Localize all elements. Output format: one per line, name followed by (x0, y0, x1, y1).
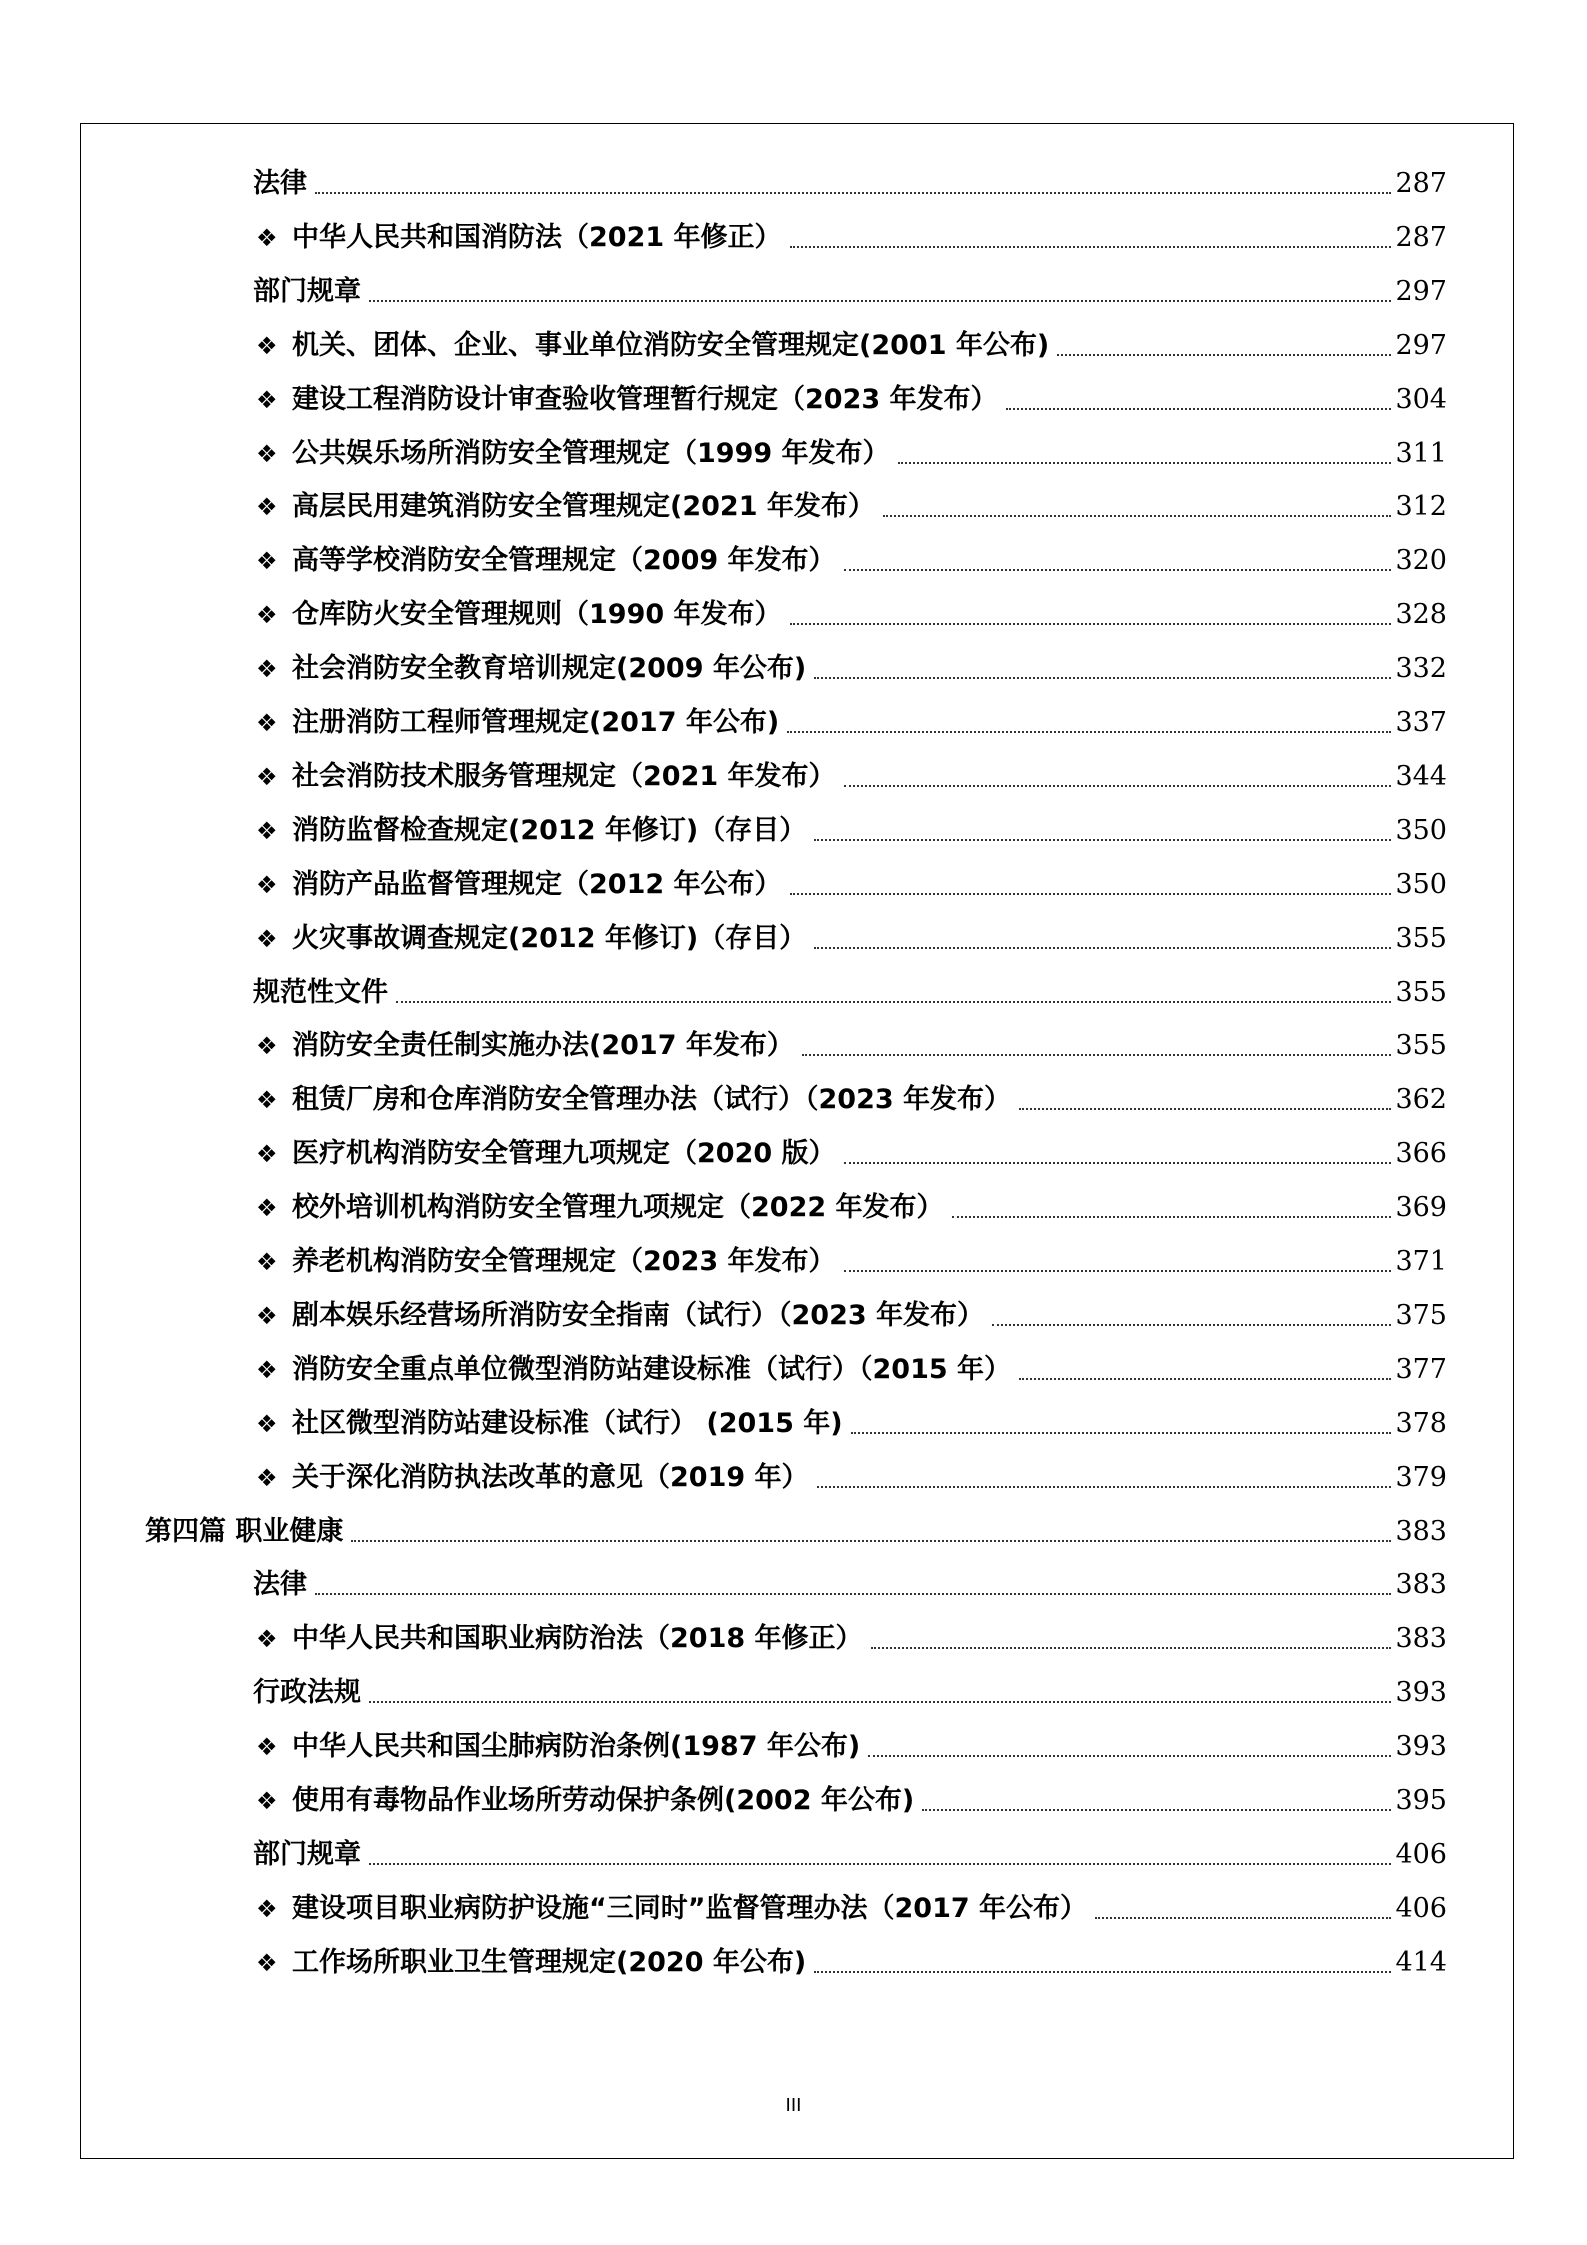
toc-entry[interactable] (256, 1719, 1447, 1763)
toc-entry[interactable] (256, 749, 1447, 793)
toc-entry-page: 366 (1395, 1138, 1447, 1170)
toc-entry-title: 第四篇 职业健康 (145, 1515, 344, 1547)
toc-entry[interactable] (256, 533, 1447, 577)
dot-leader (814, 946, 1391, 949)
toc-entry-title: 社会消防安全教育培训规定(2009 年公布) (292, 653, 807, 685)
toc-entry-page: 393 (1395, 1731, 1447, 1763)
toc-entry-title: 部门规章 (253, 1838, 361, 1870)
dot-leader (883, 514, 1392, 517)
toc-entry[interactable] (253, 1557, 1447, 1601)
toc-entry-title: 法律 (253, 168, 307, 199)
dot-leader (802, 1053, 1392, 1056)
toc-entry[interactable] (256, 1288, 1447, 1332)
toc-entry-page: 355 (1395, 922, 1447, 954)
toc-entry-title: 医疗机构消防安全管理九项规定（2020 版） (292, 1138, 836, 1170)
toc-entry-title: 社区微型消防站建设标准（试行） (2015 年) (292, 1407, 843, 1439)
toc-entry[interactable] (253, 264, 1447, 308)
toc-entry-title: 养老机构消防安全管理规定（2023 年发布） (292, 1246, 836, 1277)
toc-entry[interactable] (253, 1827, 1447, 1871)
diamond-bullet-icon: ❖ (256, 1894, 278, 1923)
toc-entry-page: 383 (1395, 1623, 1447, 1655)
dot-leader (814, 1970, 1391, 1973)
diamond-bullet-icon: ❖ (256, 601, 278, 630)
toc-entry-title: 仓库防火安全管理规则（1990 年发布） (292, 599, 782, 631)
page-number: III (785, 2095, 802, 2116)
toc-entry-page: 311 (1395, 437, 1447, 469)
diamond-bullet-icon: ❖ (256, 1140, 278, 1169)
toc-entry-page: 332 (1395, 653, 1447, 685)
diamond-bullet-icon: ❖ (256, 1463, 278, 1492)
toc-entry-title: 建设项目职业病防护设施“三同时”监督管理办法（2017 年公布） (292, 1892, 1088, 1924)
toc-entry-page: 355 (1395, 1030, 1447, 1062)
diamond-bullet-icon: ❖ (256, 870, 278, 899)
toc-entry[interactable] (256, 1611, 1447, 1655)
dot-leader (369, 1862, 1391, 1865)
toc-entry-title: 规范性文件 (253, 976, 388, 1008)
diamond-bullet-icon: ❖ (256, 709, 278, 737)
diamond-bullet-icon: ❖ (256, 385, 278, 414)
toc-entry-title: 机关、团体、企业、事业单位消防安全管理规定(2001 年公布) (292, 329, 1050, 361)
toc-entry[interactable] (253, 156, 1447, 200)
toc-entry-page: 369 (1395, 1192, 1447, 1224)
toc-entry[interactable] (256, 1935, 1447, 1979)
dot-leader (871, 1646, 1392, 1649)
dot-leader (922, 1808, 1391, 1811)
toc-entry[interactable] (256, 1881, 1447, 1925)
dot-leader (790, 892, 1392, 895)
dot-leader (844, 1269, 1392, 1272)
toc-entry[interactable] (256, 210, 1447, 254)
dot-leader (396, 1000, 1391, 1003)
dot-leader (844, 1161, 1392, 1164)
diamond-bullet-icon: ❖ (256, 924, 278, 953)
toc-entry-page: 395 (1395, 1785, 1447, 1816)
toc-entry-title: 中华人民共和国消防法（2021 年修正） (292, 221, 782, 253)
toc-entry-title: 注册消防工程师管理规定(2017 年公布) (292, 707, 780, 738)
toc-entry[interactable] (256, 1072, 1447, 1116)
toc-entry-page: 297 (1395, 329, 1447, 361)
toc-entry[interactable] (256, 911, 1447, 955)
toc-entry-title: 消防安全责任制实施办法(2017 年发布） (292, 1030, 794, 1062)
toc-entry[interactable] (256, 1234, 1447, 1278)
toc-entry[interactable] (256, 857, 1447, 901)
toc-entry-page: 379 (1395, 1461, 1447, 1493)
toc-entry-page: 406 (1395, 1838, 1447, 1870)
toc-entry[interactable] (256, 426, 1447, 470)
toc-entry-page: 362 (1395, 1084, 1447, 1116)
toc-entry[interactable] (256, 1396, 1447, 1440)
diamond-bullet-icon: ❖ (256, 493, 278, 522)
toc-entry-page: 414 (1395, 1946, 1447, 1978)
diamond-bullet-icon: ❖ (256, 762, 278, 791)
toc-entry-title: 租赁厂房和仓库消防安全管理办法（试行）（2023 年发布） (292, 1084, 1012, 1116)
diamond-bullet-icon: ❖ (256, 816, 278, 845)
toc-entry-title: 高等学校消防安全管理规定（2009 年发布） (292, 545, 836, 577)
toc-entry-title: 公共娱乐场所消防安全管理规定（1999 年发布） (292, 437, 890, 469)
diamond-bullet-icon: ❖ (256, 1948, 278, 1977)
diamond-bullet-icon: ❖ (256, 1194, 278, 1223)
diamond-bullet-icon: ❖ (256, 1787, 278, 1815)
dot-leader (787, 730, 1391, 733)
dot-leader (814, 838, 1391, 841)
dot-leader (1019, 1107, 1391, 1110)
toc-entry-title: 使用有毒物品作业场所劳动保护条例(2002 年公布) (292, 1785, 915, 1816)
diamond-bullet-icon: ❖ (256, 1409, 278, 1438)
toc-entry-title: 部门规章 (253, 275, 361, 307)
toc-entry[interactable] (253, 1665, 1447, 1709)
toc-entry-title: 行政法规 (253, 1677, 361, 1709)
dot-leader (790, 622, 1392, 625)
toc-entry-page: 328 (1395, 599, 1447, 631)
dot-leader (790, 245, 1392, 248)
dot-leader (315, 191, 1391, 194)
toc-entry-page: 378 (1395, 1407, 1447, 1439)
toc-entry-title: 消防产品监督管理规定（2012 年公布） (292, 868, 782, 900)
toc-entry-page: 377 (1395, 1353, 1447, 1385)
toc-entry-page: 350 (1395, 814, 1447, 846)
diamond-bullet-icon: ❖ (256, 1086, 278, 1115)
toc-entry-page: 337 (1395, 707, 1447, 738)
toc-entry-title: 关于深化消防执法改革的意见（2019 年） (292, 1461, 809, 1493)
diamond-bullet-icon: ❖ (256, 1301, 278, 1330)
diamond-bullet-icon: ❖ (256, 1625, 278, 1654)
toc-entry[interactable] (256, 1126, 1447, 1170)
dot-leader (992, 1323, 1391, 1326)
toc-entry[interactable] (253, 965, 1447, 1009)
toc-entry-page: 312 (1395, 491, 1447, 523)
toc-entry-title: 剧本娱乐经营场所消防安全指南（试行）（2023 年发布） (292, 1299, 985, 1331)
toc-entry[interactable] (256, 372, 1447, 416)
toc-entry-page: 375 (1395, 1299, 1447, 1331)
toc-entry[interactable] (256, 695, 1447, 739)
toc-entry-page: 344 (1395, 760, 1447, 792)
toc-entry[interactable] (256, 803, 1447, 847)
toc-entry[interactable] (256, 479, 1447, 523)
diamond-bullet-icon: ❖ (256, 1248, 278, 1276)
dot-leader (1057, 353, 1391, 356)
dot-leader (1019, 1377, 1391, 1380)
dot-leader (851, 1431, 1392, 1434)
diamond-bullet-icon: ❖ (256, 223, 278, 252)
diamond-bullet-icon: ❖ (256, 1032, 278, 1061)
toc-entry-page: 383 (1395, 1569, 1447, 1601)
dot-leader (898, 461, 1392, 464)
toc-entry[interactable] (256, 318, 1447, 362)
dot-leader (369, 299, 1391, 302)
dot-leader (1006, 407, 1392, 410)
toc-entry-title: 建设工程消防设计审查验收管理暂行规定（2023 年发布） (292, 383, 998, 415)
diamond-bullet-icon: ❖ (256, 439, 278, 468)
dot-leader (814, 676, 1391, 679)
toc-entry-page: 297 (1395, 275, 1447, 307)
diamond-bullet-icon: ❖ (256, 655, 278, 684)
toc-entry-title: 高层民用建筑消防安全管理规定(2021 年发布） (292, 491, 875, 523)
toc-entry-page: 287 (1395, 221, 1447, 253)
dot-leader (952, 1215, 1392, 1218)
toc-entry[interactable] (256, 641, 1447, 685)
dot-leader (369, 1700, 1391, 1703)
toc-entry-title: 消防安全重点单位微型消防站建设标准（试行）（2015 年） (292, 1353, 1012, 1385)
toc-entry-page: 406 (1395, 1892, 1447, 1924)
toc-entry[interactable] (256, 1342, 1447, 1386)
diamond-bullet-icon: ❖ (256, 1355, 278, 1384)
dot-leader (315, 1592, 1391, 1595)
toc-entry-page: 371 (1395, 1246, 1447, 1277)
dot-leader (844, 784, 1392, 787)
toc-entry-title: 工作场所职业卫生管理规定(2020 年公布) (292, 1946, 807, 1978)
toc-entry[interactable] (256, 1450, 1447, 1494)
toc-entry-title: 中华人民共和国职业病防治法（2018 年修正） (292, 1623, 863, 1655)
diamond-bullet-icon: ❖ (256, 547, 278, 576)
toc-entry[interactable] (256, 1180, 1447, 1224)
toc-entry-page: 393 (1395, 1677, 1447, 1709)
toc-entry-title: 火灾事故调查规定(2012 年修订)（存目） (292, 922, 807, 954)
toc-entry-page: 287 (1395, 168, 1447, 199)
diamond-bullet-icon: ❖ (256, 331, 278, 360)
dot-leader (817, 1485, 1392, 1488)
dot-leader (868, 1754, 1391, 1757)
dot-leader (1095, 1916, 1391, 1919)
toc-entry-page: 383 (1395, 1515, 1447, 1547)
toc-entry-page: 350 (1395, 868, 1447, 900)
toc-entry[interactable] (256, 1018, 1447, 1062)
toc-entry-title: 消防监督检查规定(2012 年修订)（存目） (292, 814, 807, 846)
diamond-bullet-icon: ❖ (256, 1733, 278, 1762)
toc-entry[interactable] (256, 587, 1447, 631)
toc-entry-page: 355 (1395, 976, 1447, 1008)
toc-entry-title: 中华人民共和国尘肺病防治条例(1987 年公布) (292, 1731, 861, 1763)
toc-entry-title: 校外培训机构消防安全管理九项规定（2022 年发布） (292, 1192, 944, 1224)
dot-leader (351, 1539, 1391, 1542)
toc-entry-title: 法律 (253, 1569, 307, 1601)
toc-entry-page: 320 (1395, 545, 1447, 577)
toc-entry-page: 304 (1395, 383, 1447, 415)
dot-leader (844, 568, 1392, 571)
toc-entry[interactable] (256, 1773, 1447, 1817)
toc-entry[interactable] (145, 1504, 1447, 1548)
toc-entry-title: 社会消防技术服务管理规定（2021 年发布） (292, 760, 836, 792)
